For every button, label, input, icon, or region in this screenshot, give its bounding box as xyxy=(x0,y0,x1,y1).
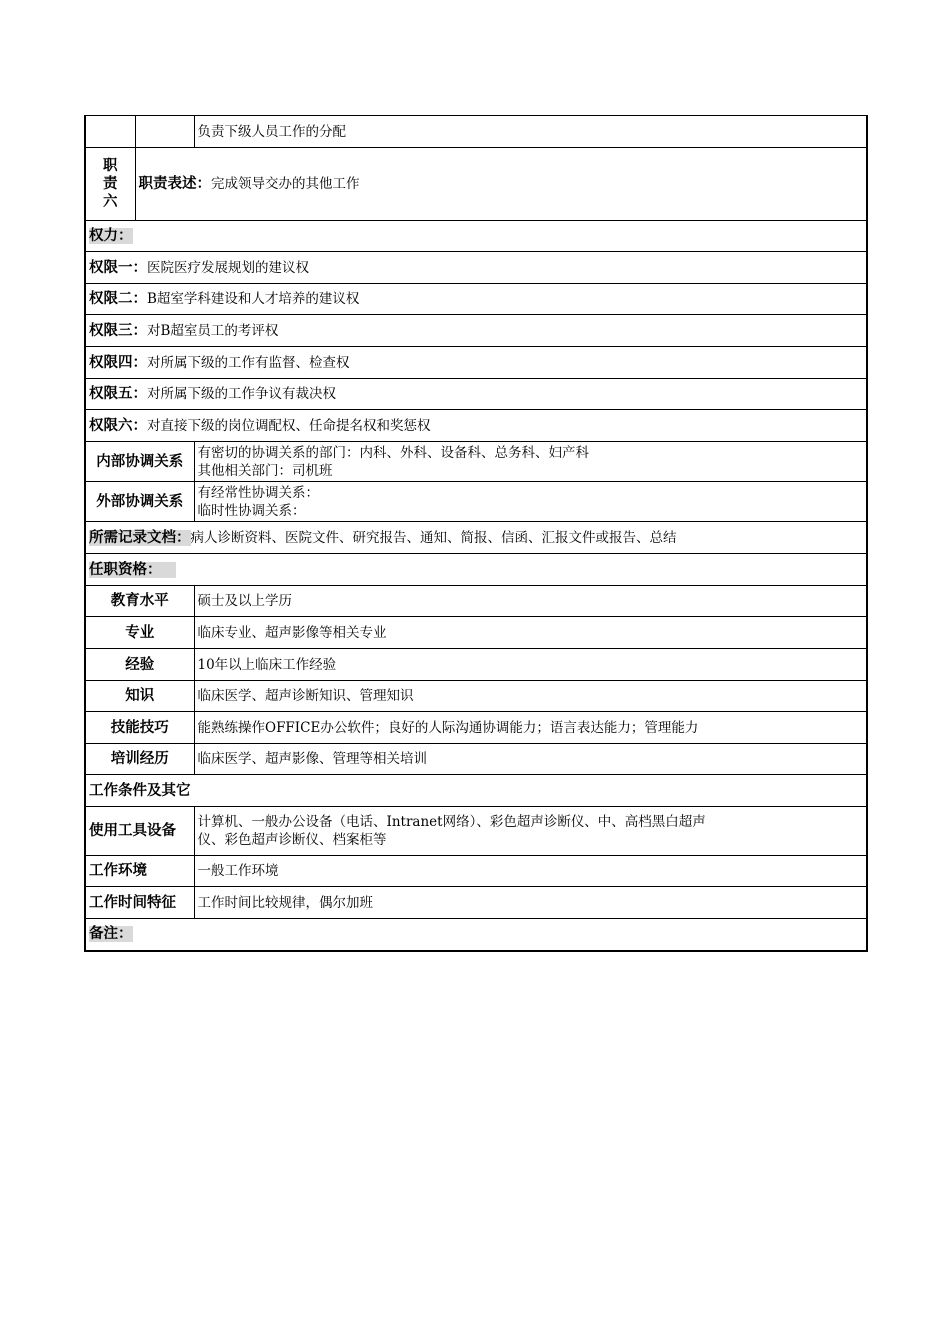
records-text: 病人诊断资料、医院文件、研究报告、通知、简报、信函、汇报文件或报告、总结 xyxy=(190,529,677,546)
qualification-text: 硕士及以上学历 xyxy=(194,586,867,617)
duty6-row xyxy=(85,148,867,221)
qualification-text: 能熟练操作OFFICE办公软件；良好的人际沟通协调能力；语言表达能力；管理能力 xyxy=(194,712,867,744)
authority-item xyxy=(85,315,867,347)
empty-cell xyxy=(135,116,194,148)
qualification-label: 知识 xyxy=(85,681,194,712)
authority-label: 权限五： xyxy=(89,386,147,402)
authority-label: 权限四： xyxy=(89,354,147,371)
qualification-item xyxy=(85,712,867,744)
external-coordination-row xyxy=(85,482,867,522)
records-label: 所需记录文档： xyxy=(89,529,191,546)
qualifications-header-row xyxy=(85,554,867,586)
qualification-label: 培训经历 xyxy=(85,744,194,775)
conditions-header-row xyxy=(85,775,867,807)
records-row xyxy=(85,522,867,554)
notes-row xyxy=(85,919,867,951)
conditions-header: 工作条件及其它 xyxy=(85,775,867,807)
duty6-description xyxy=(135,148,867,221)
duty6-side-label: 职 责 六 xyxy=(85,148,135,221)
environment-text: 一般工作环境 xyxy=(194,856,867,887)
authority-label: 权限一： xyxy=(89,259,147,276)
authority-text: 医院医疗发展规划的建议权 xyxy=(147,259,309,276)
duty-text: 负责下级人员工作的分配 xyxy=(194,116,867,148)
authority-text: 对直接下级的岗位调配权、任命提名权和奖惩权 xyxy=(147,417,431,434)
qualification-item xyxy=(85,617,867,649)
authority-header-row xyxy=(85,221,867,252)
qualifications-header: 任职资格： xyxy=(89,561,162,578)
qualification-text: 临床专业、超声影像等相关专业 xyxy=(194,617,867,649)
authority-text: 对所属下级的工作有监督、检查权 xyxy=(147,354,350,371)
authority-item xyxy=(85,284,867,315)
work-time-row xyxy=(85,887,867,919)
tools-label: 使用工具设备 xyxy=(85,807,194,856)
external-coordination-label: 外部协调关系 xyxy=(85,482,194,522)
qualification-label: 经验 xyxy=(85,649,194,681)
qualification-item xyxy=(85,744,867,775)
empty-cell xyxy=(85,116,135,148)
authority-item xyxy=(85,379,867,410)
qualification-item xyxy=(85,586,867,617)
qualification-label: 专业 xyxy=(85,617,194,649)
external-coordination-text: 有经常性协调关系： 临时性协调关系： xyxy=(194,482,867,522)
internal-coordination-row xyxy=(85,442,867,482)
duty-row xyxy=(85,116,867,148)
internal-coordination-text: 有密切的协调关系的部门：内科、外科、设备科、总务科、妇产科 其他相关部门：司机班 xyxy=(194,442,867,482)
authority-item xyxy=(85,410,867,442)
qualification-item xyxy=(85,649,867,681)
authority-text: B超室学科建设和人才培养的建议权 xyxy=(147,291,360,307)
work-time-text: 工作时间比较规律，偶尔加班 xyxy=(194,887,867,919)
authority-text: 对B超室员工的考评权 xyxy=(147,322,279,339)
job-description-table xyxy=(84,115,868,952)
qualification-text: 临床医学、超声影像、管理等相关培训 xyxy=(194,744,867,775)
environment-row xyxy=(85,856,867,887)
environment-label: 工作环境 xyxy=(85,856,194,887)
qualification-text: 临床医学、超声诊断知识、管理知识 xyxy=(194,681,867,712)
duty6-text: 完成领导交办的其他工作 xyxy=(211,176,360,192)
duty6-label: 职责表述： xyxy=(138,176,211,192)
tools-text: 计算机、一般办公设备（电话、Intranet网络）、彩色超声诊断仪、中、高档黑白超声 仪、彩色超声诊断仪、档案柜等 xyxy=(194,807,867,856)
authority-item xyxy=(85,347,867,379)
notes-label: 备注： xyxy=(89,926,133,943)
internal-coordination-label: 内部协调关系 xyxy=(85,442,194,482)
authority-label: 权限二： xyxy=(89,291,147,307)
qualification-label: 技能技巧 xyxy=(85,712,194,744)
tools-row xyxy=(85,807,867,856)
authority-item xyxy=(85,252,867,284)
authority-text: 对所属下级的工作争议有裁决权 xyxy=(147,386,336,402)
qualification-text: 10年以上临床工作经验 xyxy=(194,649,867,681)
authority-label: 权限三： xyxy=(89,322,147,339)
work-time-label: 工作时间特征 xyxy=(85,887,194,919)
authority-header: 权力： xyxy=(89,228,133,244)
qualification-label: 教育水平 xyxy=(85,586,194,617)
qualification-item xyxy=(85,681,867,712)
authority-label: 权限六： xyxy=(89,417,147,434)
